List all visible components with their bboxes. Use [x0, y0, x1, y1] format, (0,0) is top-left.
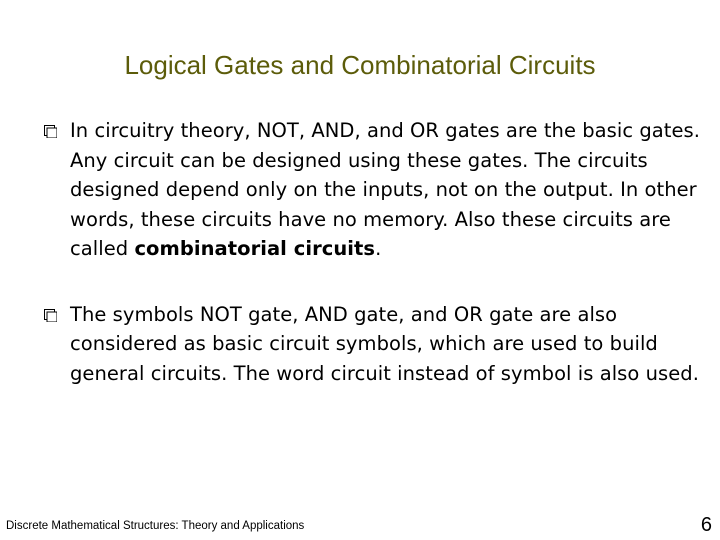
bullet-suffix: . — [375, 237, 382, 260]
bullet-text: In circuitry theory, NOT, AND, and OR gates are the basic gates. Any circuit can be designed using these gates. The circuits designed depend only on the inputs, not on the output. In other words, these circuits have no memory. Also these circuits are called — [70, 119, 700, 260]
hollow-square-bullet-icon — [44, 309, 57, 322]
bullet-text: The symbols NOT gate, AND gate, and OR gate are also considered as basic circuit symbols, which are used to build general circuits. The word circuit instead of symbol is also used. — [70, 302, 699, 385]
slide-title: Logical Gates and Combinatorial Circuits — [124, 50, 596, 80]
bullet-item — [44, 300, 720, 389]
hollow-square-bullet-icon — [44, 125, 57, 138]
footer-text: Discrete Mathematical Structures: Theory and Applications — [6, 520, 305, 532]
bullet-list — [44, 116, 720, 388]
page-number: 6 — [700, 514, 712, 536]
bullet-item — [44, 116, 720, 264]
bold-term: combinatorial circuits — [134, 237, 376, 260]
